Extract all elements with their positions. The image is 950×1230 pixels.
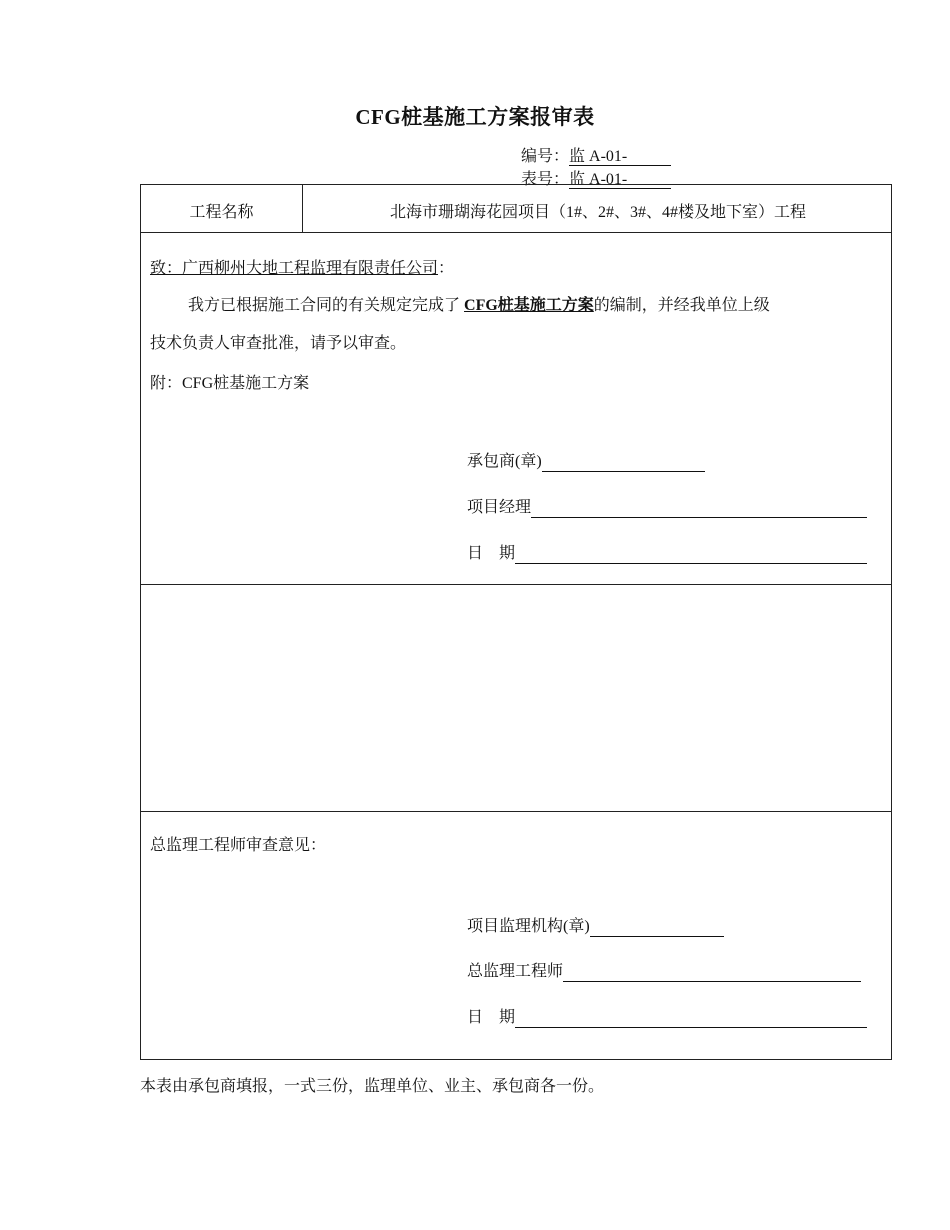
addressee [150,259,454,279]
chief-engineer-label: 总监理工程师 [467,963,564,980]
project-name-label: 工程名称 [189,204,254,221]
submission-date-line [515,545,867,564]
submission-body-line1 [188,296,770,316]
review-date-label: 日 期 [467,1009,516,1026]
form-table [140,184,892,1060]
review-date [467,1008,867,1028]
body-prefix: 我方已根据施工合同的有关规定完成了 [188,297,461,314]
submission-date-label: 日 期 [467,545,516,562]
chief-engineer-line [563,963,861,982]
supervision-org-signature [467,917,724,937]
contractor-signature [467,452,705,472]
manager-signature-line [531,499,867,518]
body-suffix: 的编制，并经我单位上级 [593,297,770,314]
page-title: CFG桩基施工方案报审表 [355,105,595,129]
review-date-line [515,1009,867,1028]
supervision-org-label: 项目监理机构(章) [467,918,590,935]
code-number [521,143,671,166]
footer-note: 本表由承包商填报，一式三份，监理单位、业主、承包商各一份。 [140,1078,605,1095]
contractor-signature-line [542,453,705,472]
code-label: 编号： [521,148,570,165]
supervision-org-line [590,918,724,937]
manager-signature [467,498,867,518]
addressee-colon: ： [438,260,455,277]
attachment-note: 附：CFG桩基施工方案 [150,375,310,392]
form-label: 表号： [521,171,570,188]
review-opinion-label: 总监理工程师审查意见： [150,837,327,854]
blank-section [141,585,891,811]
submission-body-line2: 技术负责人审查批准，请予以审查。 [150,335,407,352]
contractor-label: 承包商(章) [467,453,542,470]
code-value: 监 A-01- [569,148,671,166]
form-value: 监 A-01- [569,171,671,189]
row-divider [141,811,891,812]
row-divider [141,232,891,233]
submission-date [467,544,867,564]
addressee-company: 致：广西柳州大地工程监理有限责任公司 [150,260,439,277]
plan-name: CFG桩基施工方案 [464,297,594,314]
chief-engineer-signature [467,962,861,982]
manager-label: 项目经理 [467,499,532,516]
project-name-value: 北海市珊瑚海花园项目（1#、2#、3#、4#楼及地下室）工程 [389,204,806,221]
